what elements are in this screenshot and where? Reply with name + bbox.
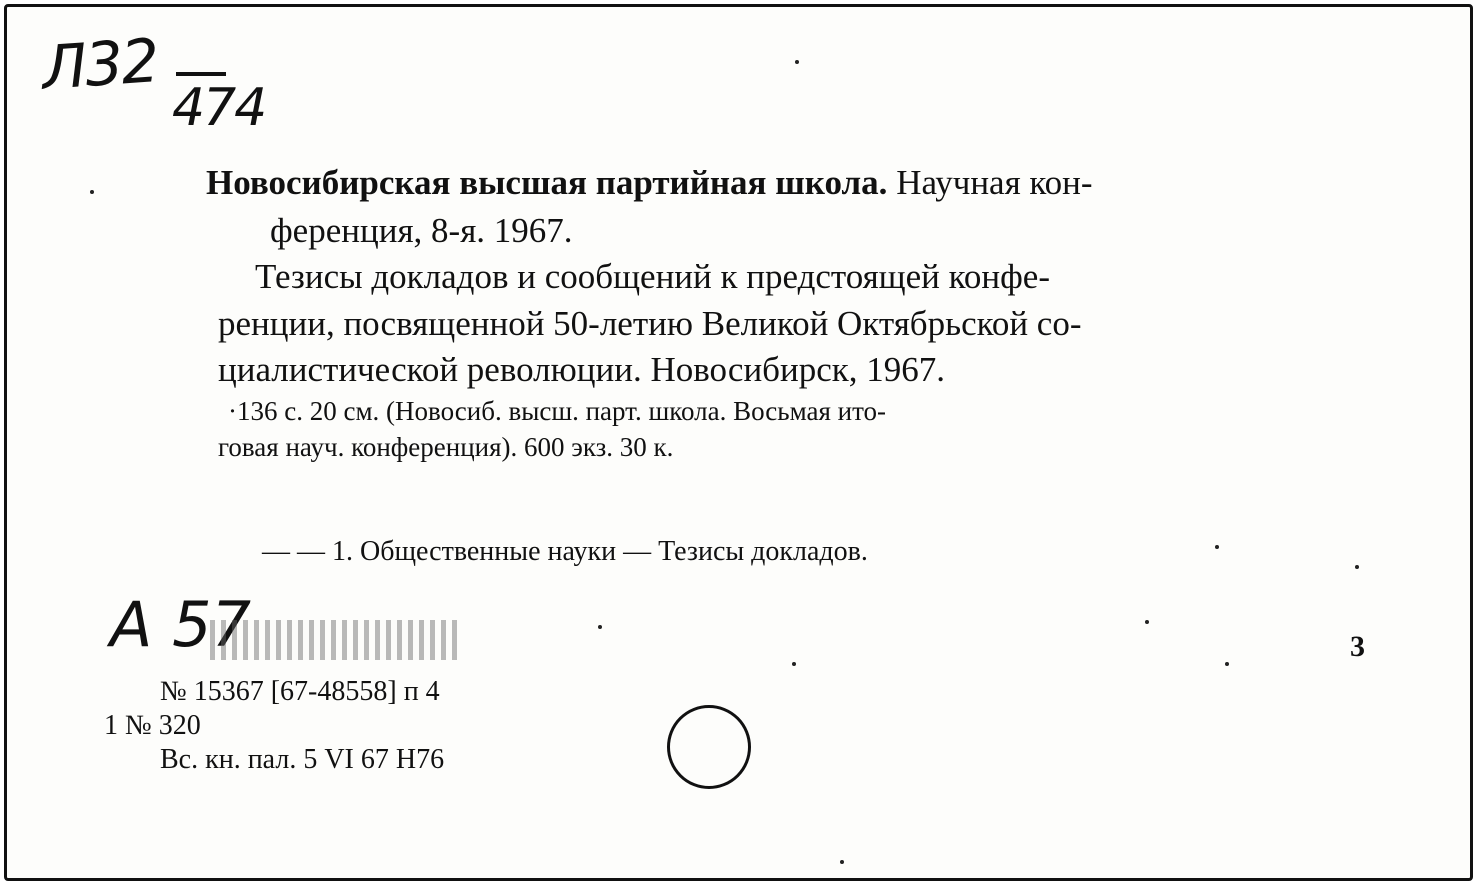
speck: [795, 60, 799, 64]
entry-heading-rest: Научная кон-: [887, 163, 1093, 202]
speck: [90, 190, 94, 194]
inventory-smudge: [210, 620, 460, 660]
title-line-2: ренции, посвященной 50-летию Великой Октябрьской со-: [218, 304, 1082, 343]
inventory-number: А 57: [110, 588, 252, 661]
card-number: 3: [1350, 630, 1365, 663]
speck: [1355, 565, 1359, 569]
speck: [840, 860, 844, 864]
footer-line-1: № 15367 [67-48558] п 4: [160, 676, 440, 707]
speck: [1225, 662, 1229, 666]
footer-line-2: 1 № 320: [104, 710, 201, 741]
speck: [1215, 545, 1219, 549]
entry-heading-line: [206, 165, 1093, 200]
speck: [792, 662, 796, 666]
footer-line-3: Вс. кн. пал. 5 VI 67 Н76: [160, 744, 445, 775]
subject-tracing: — — 1. Общественные науки — Тезисы докладов.: [262, 536, 868, 567]
title-line-3: циалистической революции. Новосибирск, 1967.: [218, 350, 946, 389]
title-line-1: Тезисы докладов и сообщений к предстоящей конфе-: [255, 257, 1050, 296]
shelfmark-main: Л32: [39, 26, 160, 104]
speck: [598, 625, 602, 629]
speck: [1145, 620, 1149, 624]
punch-hole-circle: [667, 705, 751, 789]
description-line-1: ·136 с. 20 см. (Новосиб. высш. парт. школа. Восьмая ито-: [228, 396, 887, 426]
description-line-2: говая науч. конференция). 600 экз. 30 к.: [218, 432, 674, 462]
shelfmark-sub: 474: [172, 78, 266, 138]
shelfmark-fraction-bar: [176, 72, 226, 76]
entry-heading: Новосибирская высшая партийная школа.: [206, 163, 888, 202]
entry-heading-cont: ференция, 8-я. 1967.: [270, 211, 573, 250]
